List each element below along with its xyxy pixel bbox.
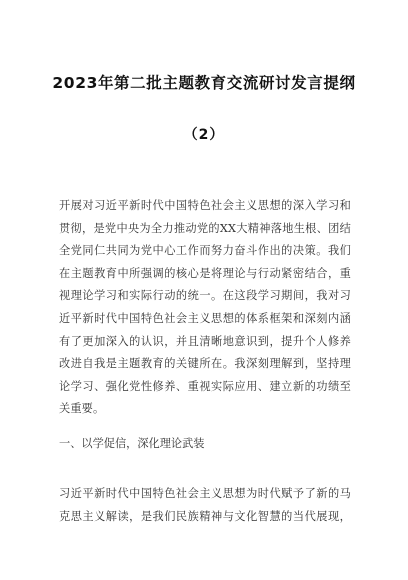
paragraph-line: 全党同仁共同为党中心工作而努力奋斗作出的决策。我们 [59,244,351,258]
paragraph-line: 有了更加深入的认识，并且清晰地意识到，提升个人修养 [59,334,351,348]
paragraph-line: 改进自我是主题教育的关键所在。我深刻理解到，坚持理 [59,357,351,371]
paragraph-line: 论学习、强化党性修养、重视实际应用、建立新的功绩至 [59,379,351,393]
paragraph-line: 在主题教育中所强调的核心是将理论与行动紧密结合，重 [59,266,351,280]
paragraph-line: 克思主义解读，是我们民族精神与文化智慧的当代展现， [59,509,351,523]
document-title: 2023年第二批主题教育交流研讨发言提纲 [52,74,356,92]
paragraph-line: 近平新时代中国特色社会主义思想的体系框架和深刻内涵 [59,311,351,325]
paragraph-line: 习近平新时代中国特色社会主义思想为时代赋予了新的马 [59,487,351,500]
paragraph-line: 视理论学习和实际行动的统一。在这段学习期间，我对习 [59,289,351,303]
paragraph-line: 关重要。 [59,402,105,416]
section-paragraph [59,483,351,528]
section-heading: 一、以学促信，深化理论武装 [59,437,205,450]
intro-paragraph [59,195,351,421]
paragraph-line: 贯彻，是党中央为全力推动党的XX大精神落地生根、团结 [59,221,351,235]
paragraph-line: 开展对习近平新时代中国特色社会主义思想的深入学习和 [59,199,351,212]
document-subtitle: （2） [183,127,225,143]
